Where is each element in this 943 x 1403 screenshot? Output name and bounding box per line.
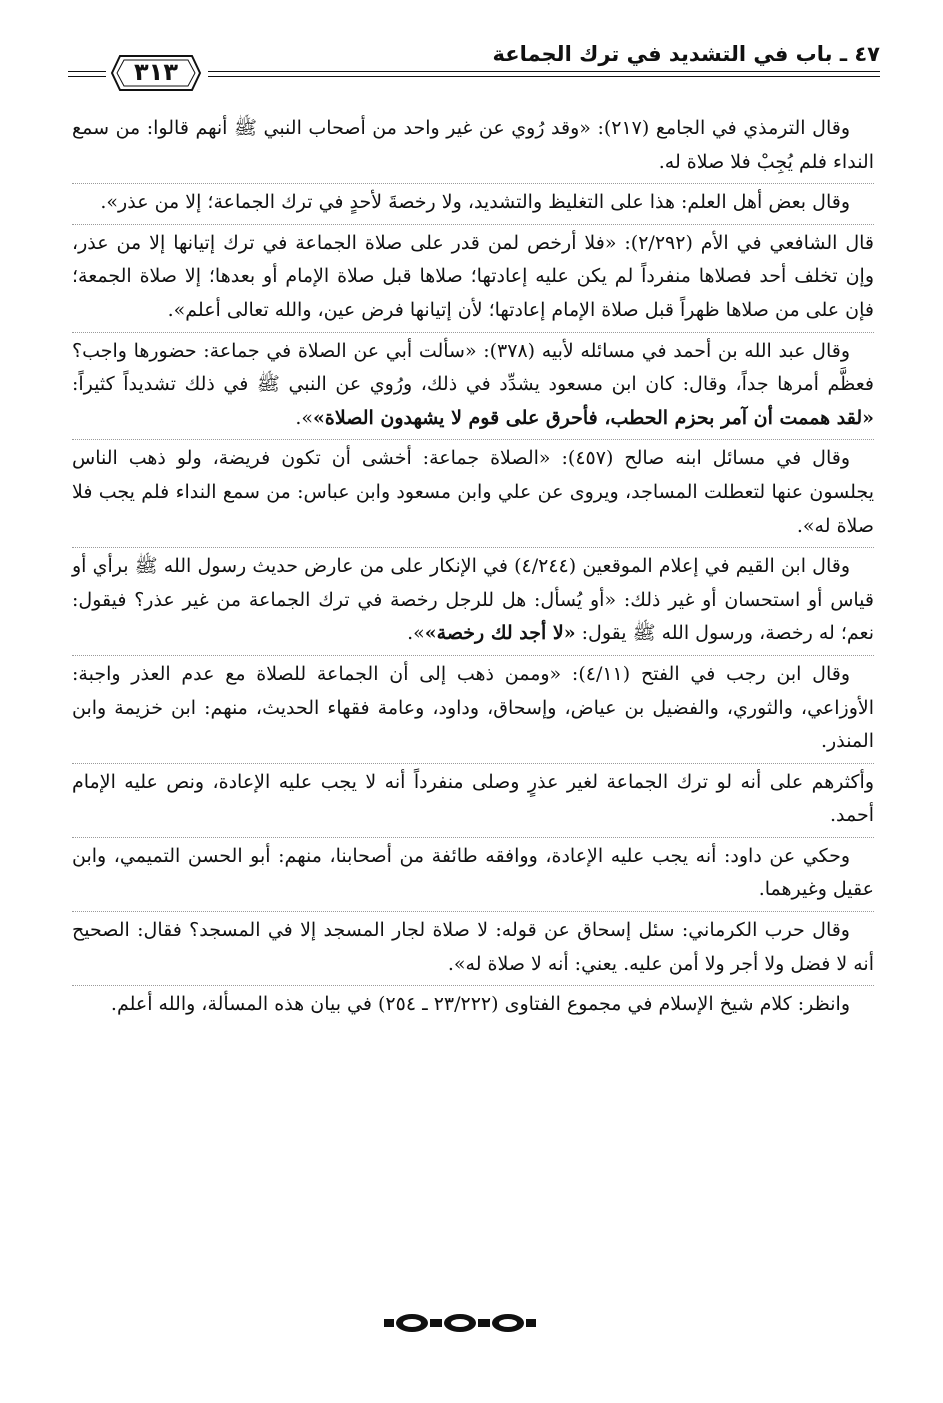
paragraph-abdullah-ibn-ahmad [72,332,874,436]
paragraph-majority [72,763,874,833]
paragraph-tirmidhi [72,112,874,179]
section-end-ornament-icon [380,1311,560,1335]
paragraph-text: وأكثرهم على أنه لو ترك الجماعة لغير عذرٍ وصلى منفرداً أنه لا يجب عليه الإعادة، ونص عليه الإمام أحمد. [72,770,874,827]
paragraph-scholars [72,183,874,220]
paragraph-salih [72,439,874,543]
paragraph-tail: ». [295,406,314,429]
paragraph-tail: ». [407,622,425,645]
hadith-quote: «لقد هممت أن آمر بحزم الحطب، فأحرق على قوم لا يشهدون الصلاة» [313,406,874,429]
paragraph-text: وقال في مسائل ابنه صالح (٤٥٧): «الصلاة جماعة: أخشى أن تكون فريضة، ولو ذهب الناس يجلسون عنها لتعطلت المساجد، ويروى عن علي وابن مسعود وابن عباس: من سمع النداء فلم يجب فلا صلاة له». [72,447,874,537]
page-number-frame [110,52,202,94]
paragraph-see-also [72,985,874,1022]
paragraph-text: وقال بعض أهل العلم: هذا على التغليظ والتشديد، ولا رخصةَ لأحدٍ في ترك الجماعة؛ إلا من عذر». [100,191,850,214]
header-rule-left [68,71,106,72]
paragraph-harb [72,911,874,981]
header-rule [208,71,880,72]
paragraph-text: قال الشافعي في الأم (٢/٢٩٢): «فلا أرخص لمن قدر على صلاة الجماعة في ترك إتيانها إلا من عذر، وإن تخلف أحد فصلاها منفرداً لم يكن عليه إعادتها؛ صلاها قبل صلاة الإمام أو بعدها؛ إلا صلاة الجمعة؛ فإن على من صلاها ظهراً قبل صلاة الإمام إعادتها؛ لأن إتيانها فرض عين، والله تعالى أعلم». [72,231,874,321]
paragraph-ibn-rajab [72,655,874,759]
paragraph-text: وقال ابن القيم في إعلام الموقعين (٤/٢٤٤) في الإنكار على من عارض حديث رسول الله ﷺ برأي أو قياس أو استحسان أو غير ذلك: «أو يُسأل: هل للرجل رخصة في ترك الجماعة من غير عذر؟ فيقول: نعم؛ له رخصة، ورسول الله ﷺ يقول: [72,555,874,645]
paragraph-shafii [72,224,874,328]
paragraph-text: وقال عبد الله بن أحمد في مسائله لأبيه (٣٧٨): «سألت أبي عن الصلاة في جماعة: حضورها واجب؟ فعظَّم أمرها جداً، وقال: كان ابن مسعود يشدِّد في ذلك، ورُوي عن النبي ﷺ في ذلك تشديداً كثيراً: [72,339,874,396]
running-title: ٤٧ ـ باب في التشديد في ترك الجماعة [492,42,880,66]
paragraph-text: وقال حرب الكرماني: سئل إسحاق عن قوله: لا صلاة لجار المسجد إلا في المسجد؟ فقال: الصحيح أنه لا فضل ولا أجر ولا أمن عليه. يعني: أنه لا صلاة له». [72,919,874,975]
page-body [72,112,874,1022]
page-header [68,40,880,90]
paragraph-ibn-qayyim [72,547,874,651]
paragraph-text: وحكي عن داود: أنه يجب عليه الإعادة، ووافقه طائفة من أصحابنا، منهم: أبو الحسن التميمي، وابن عقيل وغيرهما. [72,844,874,901]
hadith-quote: «لا أجد لك رخصة» [424,622,576,645]
paragraph-text: وقال ابن رجب في الفتح (٤/١١): «وممن ذهب إلى أن الجماعة للصلاة مع عدم العذر واجبة: الأوزاعي، والثوري، والفضيل بن عياض، وإسحاق، وداود، وعامة فقهاء الحديث، منهم: ابن خزيمة وابن المنذر. [72,662,874,753]
header-rule [208,76,880,77]
paragraph-text: وقال الترمذي في الجامع (٢١٧): «وقد رُوي عن غير واحد من أصحاب النبي ﷺ أنهم قالوا: من سمع النداء فلم يُجِبْ فلا صلاة له. [72,117,874,173]
page-number: ٣١٣ [134,58,178,86]
header-rule-left [68,76,106,77]
paragraph-text: وانظر: كلام شيخ الإسلام في مجموع الفتاوى (٢٣/٢٢٢ ـ ٢٥٤) في بيان هذه المسألة، والله أعلم. [110,993,850,1016]
paragraph-dawud [72,837,874,907]
